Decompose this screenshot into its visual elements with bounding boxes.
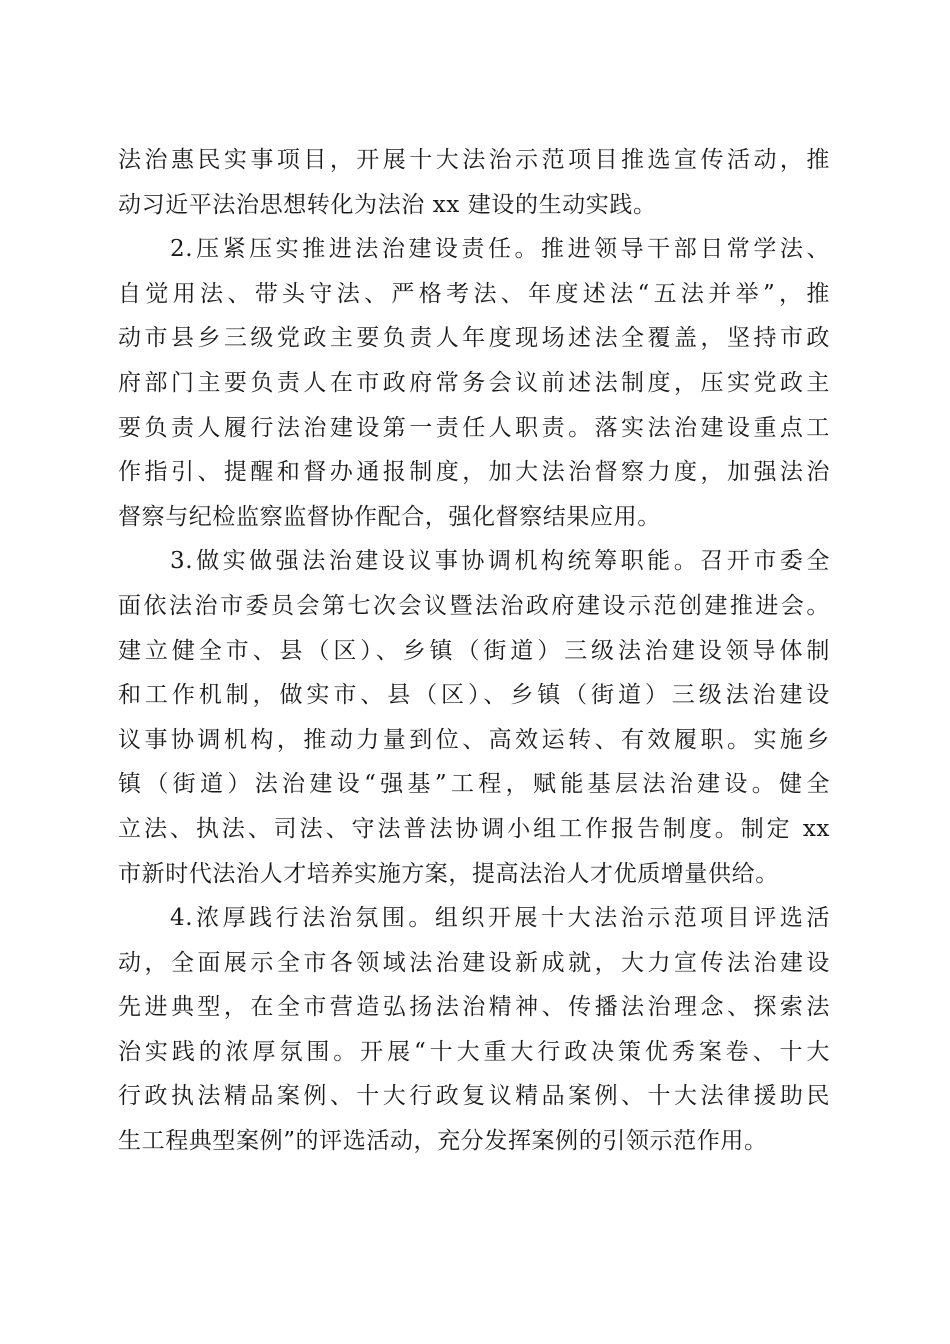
text-line: 府部门主要负责人在市政府常务会议前述法制度，压实党政主 [118,369,830,396]
paragraph-first-line: 2.压紧压实推进法治建设责任。推进领导干部日常学法、 [170,236,830,263]
paragraph-first-line: 4.浓厚践行法治氛围。组织开展十大法治示范项目评选活 [170,905,830,932]
text-line: 督察与纪检监察监督协作配合，强化督察结果应用。 [118,503,661,530]
text-line: 立法、执法、司法、守法普法协调小组工作报告制度。制定 xx [118,815,830,842]
text-line: 要负责人履行法治建设第一责任人职责。落实法治建设重点工 [118,414,830,441]
text-line: 建立健全市、县（区）、乡镇（街道）三级法治建设领导体制 [118,637,830,664]
text-line: 动习近平法治思想转化为法治 xx 建设的生动实践。 [118,191,657,218]
text-line: 动市县乡三级党政主要负责人年度现场述法全覆盖，坚持市政 [118,325,830,352]
text-line: 行政执法精品案例、十大行政复议精品案例、十大法律援助民 [118,1083,830,1110]
text-line: 镇（街道）法治建设“强基”工程，赋能基层法治建设。健全 [118,771,830,798]
text-line: 市新时代法治人才培养实施方案，提高法治人才优质增量供给。 [118,860,779,887]
text-line: 先进典型，在全市营造弘扬法治精神、传播法治理念、探索法 [118,994,830,1021]
text-line: 动，全面展示全市各领域法治建设新成就，大力宣传法治建设 [118,949,830,976]
text-line: 生工程典型案例”的评选活动，充分发挥案例的引领示范作用。 [118,1128,768,1155]
text-line: 和工作机制，做实市、县（区）、乡镇（街道）三级法治建设 [118,682,830,709]
text-line: 治实践的浓厚氛围。开展“十大重大行政决策优秀案卷、十大 [118,1038,830,1065]
text-line: 作指引、提醒和督办通报制度，加大法治督察力度，加强法治 [118,459,830,486]
paragraph-first-line: 3.做实做强法治建设议事协调机构统筹职能。召开市委全 [170,548,830,575]
text-line: 议事协调机构，推动力量到位、高效运转、有效履职。实施乡 [118,726,830,753]
document-body [118,138,830,1164]
text-line: 自觉用法、带头守法、严格考法、年度述法“五法并举”，推 [118,280,830,307]
text-line: 法治惠民实事项目，开展十大法治示范项目推选宣传活动，推 [118,147,830,173]
text-line: 面依法治市委员会第七次会议暨法治政府建设示范创建推进会。 [118,592,830,619]
